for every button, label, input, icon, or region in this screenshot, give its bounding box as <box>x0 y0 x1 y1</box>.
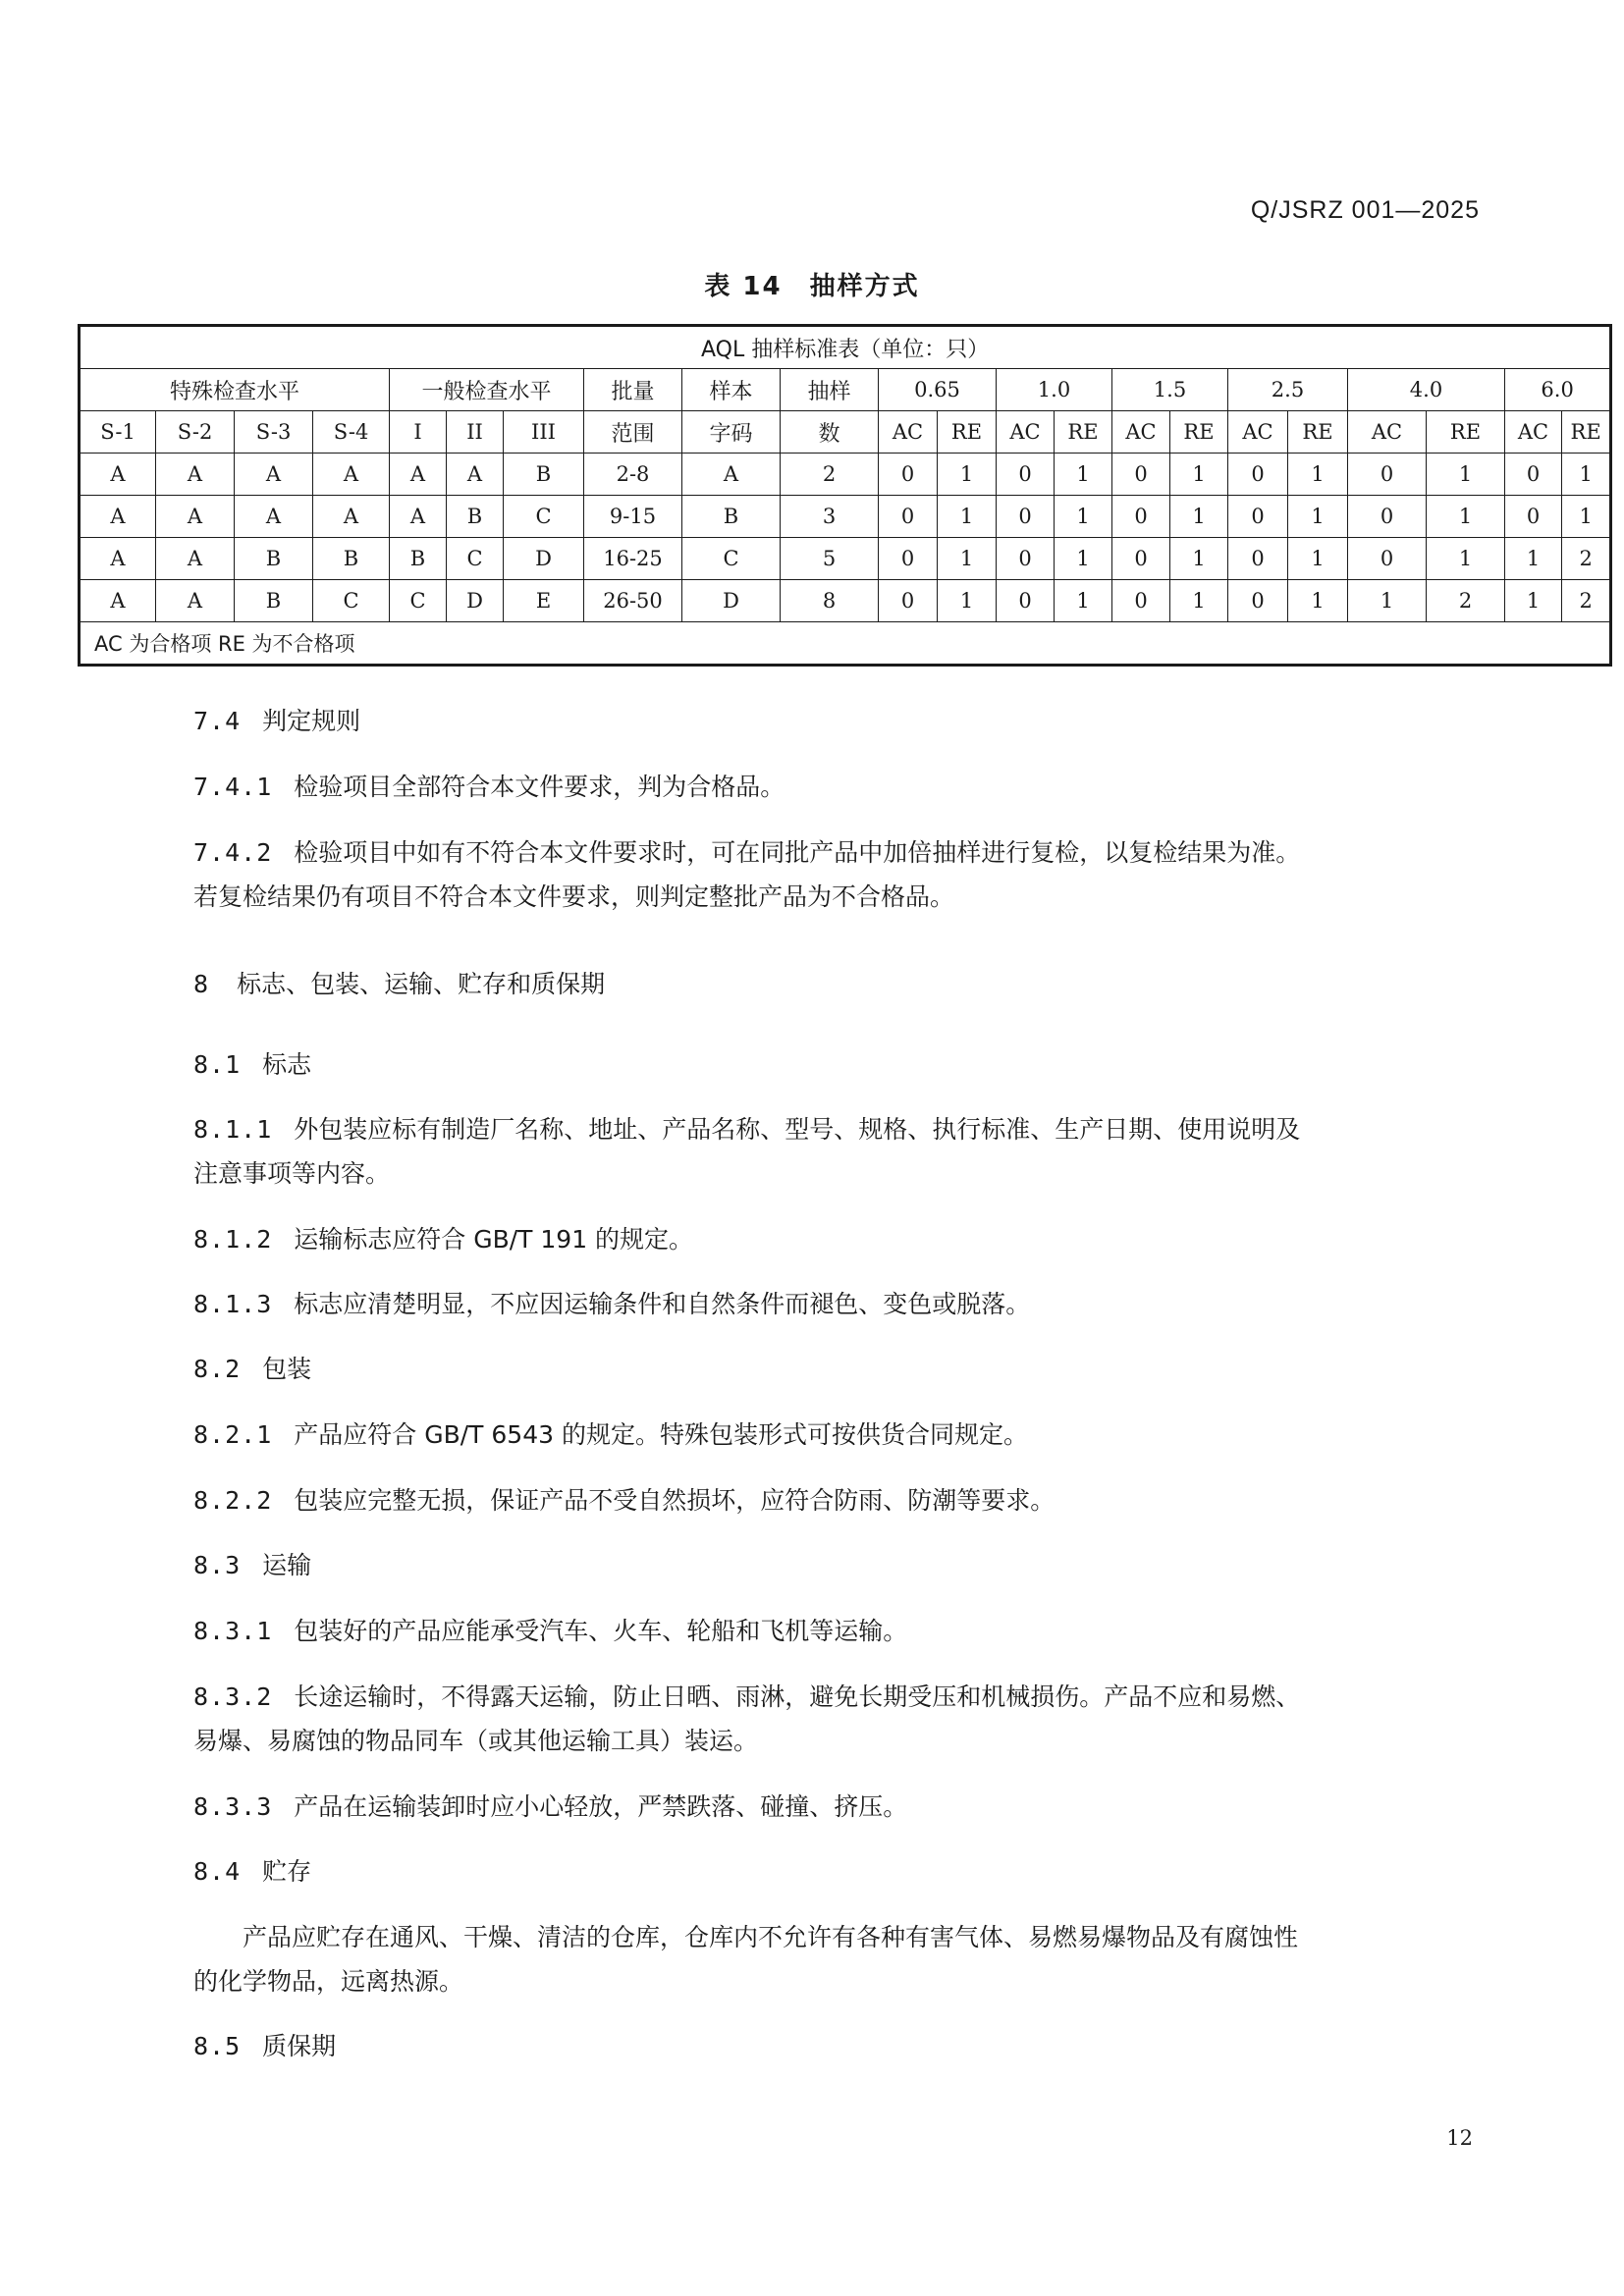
ac-label: AC <box>997 411 1055 454</box>
table-cell: 1 <box>1505 538 1562 580</box>
aql-level-header: 0.65 <box>879 369 997 411</box>
table-cell: 2-8 <box>584 454 682 496</box>
ac-label: AC <box>1505 411 1562 454</box>
table-cell: 2 <box>1562 580 1611 622</box>
table-cell: 1 <box>1562 454 1611 496</box>
table-cell: 0 <box>1112 454 1170 496</box>
section-title: 包装 <box>262 1355 312 1383</box>
table-cell: A <box>80 454 156 496</box>
table-cell: 0 <box>1348 454 1427 496</box>
special-level-label: S-1 <box>80 411 156 454</box>
table-cell: B <box>504 454 584 496</box>
section-8-2 <box>193 1347 1470 1391</box>
general-level-label: II <box>447 411 504 454</box>
clause-text: 包装好的产品应能承受汽车、火车、轮船和飞机等运输。 <box>294 1617 908 1645</box>
table-cell: B <box>235 538 313 580</box>
table-cell: A <box>80 580 156 622</box>
table-cell: 0 <box>1228 454 1288 496</box>
table-cell: A <box>156 538 235 580</box>
table-cell: A <box>313 496 390 538</box>
section-title: 质保期 <box>262 2032 337 2060</box>
clause-text: 标志应清楚明显，不应因运输条件和自然条件而褪色、变色或脱落。 <box>294 1290 1031 1318</box>
table-cell: 2 <box>1427 580 1505 622</box>
ac-label: AC <box>1348 411 1427 454</box>
section-7-4 <box>193 699 1470 743</box>
table-cell: A <box>80 538 156 580</box>
clause-number: 8.3.3 <box>193 1792 273 1821</box>
table-cell: 2 <box>781 454 879 496</box>
table-cell: 2 <box>1562 538 1611 580</box>
table-row <box>80 496 1611 538</box>
ac-label: AC <box>1112 411 1170 454</box>
table-cell: 1 <box>1170 496 1228 538</box>
table-cell: 0 <box>997 580 1055 622</box>
draw-header-bottom: 数 <box>781 411 879 454</box>
table-cell: 0 <box>997 538 1055 580</box>
table-cell: 0 <box>879 538 938 580</box>
section-title: 贮存 <box>262 1857 312 1886</box>
section-title: 运输 <box>262 1551 312 1579</box>
table-cell: A <box>156 580 235 622</box>
table-cell: 1 <box>1055 454 1112 496</box>
clause-8-3-2 <box>193 1675 1470 1763</box>
paragraph-text: 产品应贮存在通风、干燥、清洁的仓库，仓库内不允许有各种有害气体、易燃易爆物品及有腐蚀性 <box>243 1923 1299 1951</box>
table-cell: A <box>80 496 156 538</box>
table-cell: B <box>235 580 313 622</box>
table-note: AC 为合格项 RE 为不合格项 <box>80 622 1611 666</box>
clause-number: 8.3.2 <box>193 1682 273 1711</box>
table-cell: 1 <box>1170 454 1228 496</box>
table-cell: 9-15 <box>584 496 682 538</box>
table-cell: B <box>313 538 390 580</box>
clause-number: 8.1.2 <box>193 1225 273 1254</box>
section-8-5 <box>193 2024 1470 2068</box>
aql-sampling-table <box>78 324 1612 667</box>
re-label: RE <box>1055 411 1112 454</box>
table-cell: D <box>504 538 584 580</box>
table-cell: A <box>447 454 504 496</box>
table-cell: 1 <box>1170 538 1228 580</box>
table-row <box>80 580 1611 622</box>
table-cell: 1 <box>1170 580 1228 622</box>
clause-text: 包装应完整无损，保证产品不受自然损坏，应符合防雨、防潮等要求。 <box>294 1486 1056 1515</box>
paragraph-text-continued: 的化学物品，远离热源。 <box>193 1967 464 1996</box>
clause-number: 8.2.2 <box>193 1486 273 1515</box>
section-8-4 <box>193 1849 1470 1894</box>
clause-8-2-2 <box>193 1478 1470 1522</box>
table-cell: C <box>313 580 390 622</box>
section-number: 8.3 <box>193 1551 242 1579</box>
clause-text-continued: 易爆、易腐蚀的物品同车（或其他运输工具）装运。 <box>193 1727 759 1755</box>
table-cell: E <box>504 580 584 622</box>
section-number: 7.4 <box>193 707 242 735</box>
table-cell: 3 <box>781 496 879 538</box>
table-cell: 1 <box>1562 496 1611 538</box>
re-label: RE <box>1170 411 1228 454</box>
special-level-label: S-4 <box>313 411 390 454</box>
table-cell: 1 <box>1288 496 1348 538</box>
table-cell: A <box>390 454 447 496</box>
aql-level-header: 4.0 <box>1348 369 1505 411</box>
aql-level-header: 2.5 <box>1228 369 1348 411</box>
sample-header-bottom: 字码 <box>682 411 781 454</box>
table-cell: 1 <box>1288 538 1348 580</box>
section-number: 8.1 <box>193 1050 242 1079</box>
table-cell: 0 <box>1112 580 1170 622</box>
table-cell: 0 <box>1348 538 1427 580</box>
section-8-1 <box>193 1042 1470 1087</box>
table-cell: C <box>390 580 447 622</box>
re-label: RE <box>938 411 997 454</box>
aql-level-header: 6.0 <box>1505 369 1611 411</box>
special-level-header: 特殊检查水平 <box>80 369 390 411</box>
page-number: 12 <box>1446 2126 1473 2150</box>
table-cell: 16-25 <box>584 538 682 580</box>
clause-number: 7.4.2 <box>193 838 273 867</box>
table-cell: 0 <box>1505 454 1562 496</box>
chapter-title: 标志、包装、运输、贮存和质保期 <box>237 970 606 998</box>
clause-8-1-2 <box>193 1217 1470 1261</box>
table-cell: D <box>447 580 504 622</box>
table-cell: 0 <box>1228 538 1288 580</box>
table-title: 表 14 抽样方式 <box>704 272 920 301</box>
clause-text: 检验项目全部符合本文件要求，判为合格品。 <box>294 773 785 801</box>
section-8-3 <box>193 1543 1470 1587</box>
clause-7-4-1 <box>193 765 1470 809</box>
table-cell: 0 <box>1228 496 1288 538</box>
aql-level-header: 1.5 <box>1112 369 1228 411</box>
clause-text: 产品应符合 GB/T 6543 的规定。特殊包装形式可按供货合同规定。 <box>294 1420 1028 1449</box>
table-row <box>80 454 1611 496</box>
draw-header-top: 抽样 <box>781 369 879 411</box>
table-cell: 5 <box>781 538 879 580</box>
table-cell: 0 <box>1348 496 1427 538</box>
clause-text: 外包装应标有制造厂名称、地址、产品名称、型号、规格、执行标准、生产日期、使用说明及 <box>294 1115 1301 1144</box>
batch-header-bottom: 范围 <box>584 411 682 454</box>
aql-level-header: 1.0 <box>997 369 1112 411</box>
table-row <box>80 538 1611 580</box>
clause-text-continued: 若复检结果仍有项目不符合本文件要求，则判定整批产品为不合格品。 <box>193 882 955 911</box>
table-cell: B <box>682 496 781 538</box>
section-number: 8.2 <box>193 1355 242 1383</box>
table-cell: 26-50 <box>584 580 682 622</box>
clause-number: 8.1.3 <box>193 1290 273 1318</box>
re-label: RE <box>1427 411 1505 454</box>
table-cell: 1 <box>938 496 997 538</box>
special-level-label: S-2 <box>156 411 235 454</box>
clause-number: 8.2.1 <box>193 1420 273 1449</box>
table-cell: A <box>156 496 235 538</box>
section-title: 判定规则 <box>262 707 361 735</box>
clause-number: 8.1.1 <box>193 1115 273 1144</box>
table-cell: 1 <box>1055 580 1112 622</box>
table-cell: 1 <box>1288 580 1348 622</box>
clause-7-4-2 <box>193 830 1470 919</box>
table-cell: 0 <box>879 454 938 496</box>
standard-code: Q/JSRZ 001—2025 <box>1250 196 1480 224</box>
table-cell: A <box>235 496 313 538</box>
re-label: RE <box>1562 411 1611 454</box>
clause-8-3-1 <box>193 1609 1470 1653</box>
table-cell: 0 <box>879 496 938 538</box>
clause-8-1-1 <box>193 1107 1470 1196</box>
table-cell: 8 <box>781 580 879 622</box>
table-cell: 0 <box>1112 538 1170 580</box>
table-cell: 1 <box>1288 454 1348 496</box>
section-title: 标志 <box>262 1050 312 1079</box>
table-cell: 1 <box>1505 580 1562 622</box>
table-cell: 1 <box>1348 580 1427 622</box>
chapter-number: 8 <box>193 970 210 998</box>
table-cell: A <box>682 454 781 496</box>
table-cell: 1 <box>938 580 997 622</box>
clause-text-continued: 注意事项等内容。 <box>193 1159 391 1188</box>
clause-text: 检验项目中如有不符合本文件要求时，可在同批产品中加倍抽样进行复检，以复检结果为准。 <box>294 838 1301 867</box>
batch-header-top: 批量 <box>584 369 682 411</box>
re-label: RE <box>1288 411 1348 454</box>
table-cell: 1 <box>1055 538 1112 580</box>
sample-header-top: 样本 <box>682 369 781 411</box>
table-cell: C <box>504 496 584 538</box>
table-cell: D <box>682 580 781 622</box>
paragraph-8-4 <box>193 1915 1470 2003</box>
clause-number: 7.4.1 <box>193 773 273 801</box>
table-cell: C <box>447 538 504 580</box>
general-level-label: I <box>390 411 447 454</box>
clause-text: 长途运输时，不得露天运输，防止日晒、雨淋，避免长期受压和机械损伤。产品不应和易燃、 <box>294 1682 1301 1711</box>
table-cell: A <box>390 496 447 538</box>
table-cell: 0 <box>1228 580 1288 622</box>
table-cell: 0 <box>1112 496 1170 538</box>
table-caption: AQL 抽样标准表（单位：只） <box>80 326 1611 369</box>
table-cell: 1 <box>938 454 997 496</box>
table-cell: 0 <box>1505 496 1562 538</box>
table-cell: 0 <box>879 580 938 622</box>
table-cell: 0 <box>997 454 1055 496</box>
table-cell: C <box>682 538 781 580</box>
table-cell: A <box>235 454 313 496</box>
general-level-header: 一般检查水平 <box>390 369 584 411</box>
clause-text: 运输标志应符合 GB/T 191 的规定。 <box>294 1225 694 1254</box>
section-number: 8.4 <box>193 1857 242 1886</box>
table-cell: A <box>156 454 235 496</box>
general-level-label: III <box>504 411 584 454</box>
section-number: 8.5 <box>193 2032 242 2060</box>
clause-8-3-3 <box>193 1785 1470 1829</box>
table-cell: 0 <box>997 496 1055 538</box>
table-cell: A <box>313 454 390 496</box>
ac-label: AC <box>879 411 938 454</box>
table-cell: B <box>447 496 504 538</box>
clause-8-2-1 <box>193 1413 1470 1457</box>
table-cell: 1 <box>1427 496 1505 538</box>
clause-8-1-3 <box>193 1282 1470 1326</box>
table-cell: 1 <box>1055 496 1112 538</box>
table-cell: B <box>390 538 447 580</box>
special-level-label: S-3 <box>235 411 313 454</box>
table-cell: 1 <box>938 538 997 580</box>
chapter-8 <box>193 962 1470 1006</box>
ac-label: AC <box>1228 411 1288 454</box>
table-cell: 1 <box>1427 454 1505 496</box>
clause-text: 产品在运输装卸时应小心轻放，严禁跌落、碰撞、挤压。 <box>294 1792 908 1821</box>
table-cell: 1 <box>1427 538 1505 580</box>
clause-number: 8.3.1 <box>193 1617 273 1645</box>
